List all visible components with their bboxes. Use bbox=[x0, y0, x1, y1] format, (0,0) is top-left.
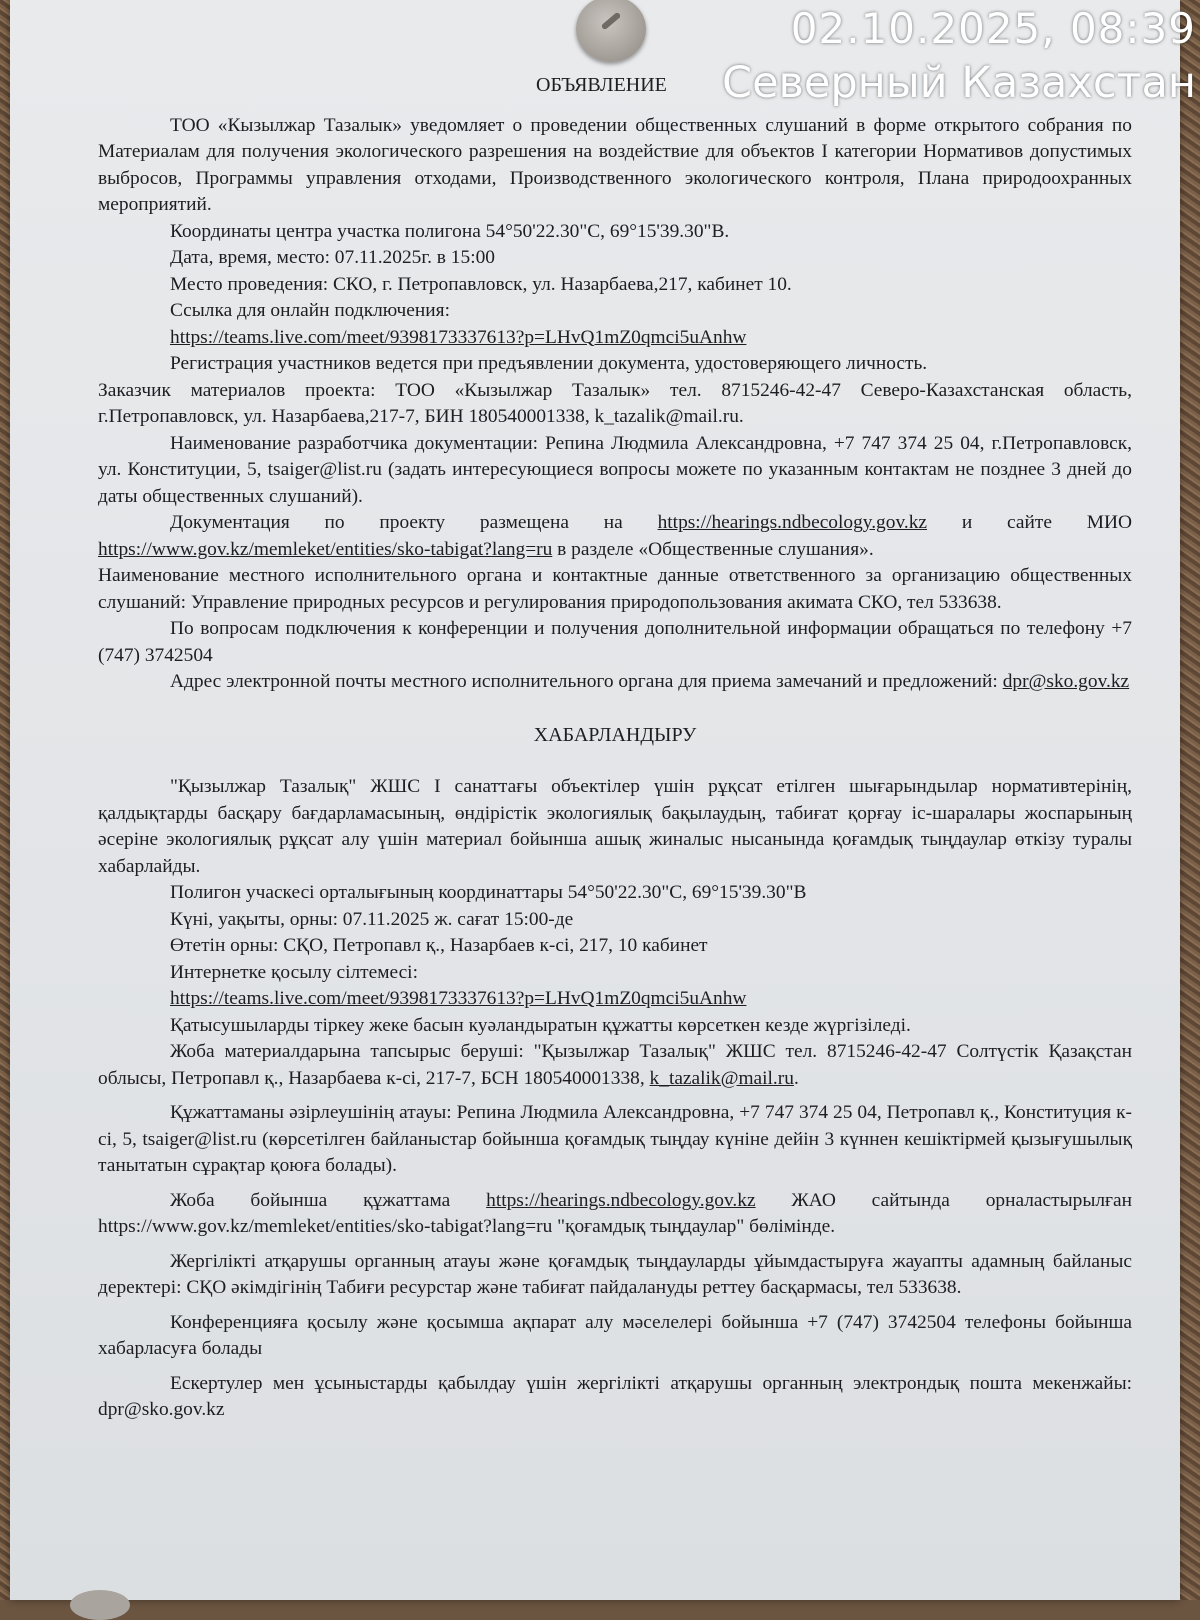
kz-email-paragraph bbox=[98, 1371, 1132, 1424]
ru-venue: Место проведения: СКО, г. Петропавловск, ул. Назарбаева,217, кабинет 10. bbox=[170, 273, 792, 295]
push-pin-icon bbox=[576, 0, 646, 62]
kz-email-pre: Ескертулер мен ұсыныстарды қабылдау үшін жергілікті атқарушы органның электрондық пошта мекенжайы: bbox=[170, 1372, 1132, 1394]
ru-docs-post: в разделе «Общественные слушания». bbox=[557, 538, 874, 560]
ru-online-label: Ссылка для онлайн подключения: bbox=[170, 300, 450, 321]
kz-docs-paragraph bbox=[98, 1188, 1132, 1241]
kz-title: ХАБАРЛАНДЫРУ bbox=[533, 723, 697, 746]
ru-email-link[interactable]: dpr@sko.gov.kz bbox=[1002, 671, 1130, 692]
kz-docs-post: ЖАО сайтында орналастырылған https://www.gov.kz/memleket/entities/sko-tabigat?lang=ru "қоғамдық тыңдаулар" бөлімінде. bbox=[98, 1189, 1132, 1237]
kz-customer: Жоба материалдарына тапсырыс беруші: "Қызылжар Тазалық" ЖШС тел. 8715246-42-47 Солтүстік Қазақстан облысы, Петропавл қ., Назарбаева к-сі, 217-7, БСН 180540001338, bbox=[98, 1041, 1132, 1089]
kz-intro: "Қызылжар Тазалық" ЖШС I санаттағы объектілер үшін рұқсат етілген шығарындылар нормативтерінің, қалдықтарды басқару бағдарламасының, өндірістік экологиялық бақылаудың, табиғат қорғау іс-шаралары жоспарының әсеріне экологиялық рұқсат алу үшін материал бойынша ашық жиналыс нысанында қоғамдық тыңдаулар өткізу туралы хабарлайды. bbox=[98, 776, 1132, 877]
kz-customer-email-link[interactable]: k_tazalik@mail.ru bbox=[649, 1067, 794, 1089]
kz-venue: Өтетін орны: СҚО, Петропавл қ., Назарбаев к-сі, 217, 10 кабинет bbox=[170, 935, 708, 956]
ru-registration: Регистрация участников ведется при предъявлении документа, удостоверяющего личность. bbox=[170, 353, 928, 374]
ru-email-pre: Адрес электронной почты местного исполнительного органа для приема замечаний и предложений: bbox=[170, 671, 998, 692]
ru-datetime: Дата, время, место: 07.11.2025г. в 15:00 bbox=[170, 247, 495, 268]
ru-docs-paragraph bbox=[98, 510, 1132, 563]
kz-docs-pre: Жоба бойынша құжаттама bbox=[170, 1189, 451, 1211]
kz-online-label: Интернетке қосылу сілтемесі: bbox=[170, 961, 418, 983]
ru-gov-link[interactable]: https://www.gov.kz/memleket/entities/sko-tabigat?lang=ru bbox=[98, 538, 553, 560]
kz-local-body: Жергілікті атқарушы органның атауы және қоғамдық тыңдауларды ұйымдастыруға жауапты адамның байланыс деректері: СҚО әкімдігінің Табиғи ресурстар және табиғат пайдалануды реттеу басқармасы, тел 533638. bbox=[98, 1250, 1132, 1298]
ru-local-body: Наименование местного исполнительного органа и контактные данные ответственного за организацию общественных слушаний: Управление природных ресурсов и регулирования природопользования акимата СКО, тел 533638. bbox=[98, 565, 1132, 613]
kz-developer: Құжаттаманы әзірлеушінің атауы: Репина Людмила Александровна, +7 747 374 25 04, Петропавл қ., Конституция к-сі, 5, tsaiger@list.ru (көрсетілген байланыстар бойынша қоғамдық тыңдау күніне дейін 3 күннен кешіктірмей қызығушылық танытатын сұрақтар қоюға болады). bbox=[98, 1102, 1132, 1176]
kz-registration: Қатысушыларды тіркеу жеке басын куәландыратын құжатты көрсеткен кезде жүргізіледі. bbox=[170, 1014, 911, 1036]
photo-location: Северный Казахстан bbox=[722, 58, 1196, 108]
kz-datetime: Күні, уақыты, орны: 07.11.2025 ж. сағат 15:00-де bbox=[170, 908, 574, 930]
ru-email-paragraph bbox=[98, 669, 1132, 696]
ru-intro: ТОО «Кызылжар Тазалык» уведомляет о проведении общественных слушаний в форме открытого собрания по Материалам для получения экологического разрешения на воздействие для объектов I категории Нормативов допустимых выбросов, Программы управления отходами, Производственного экологического контроля, Плана природоохранных мероприятий. bbox=[98, 114, 1132, 215]
kz-customer-paragraph: Жоба материалдарына тапсырыс беруші: "Қызылжар Тазалық" ЖШС тел. 8715246-42-47 Солтүстік Қазақстан облысы, Петропавл қ., Назарбаева к-сі, 217-7, БСН 180540001338, k_tazalik@mail.ru. bbox=[98, 1041, 1132, 1089]
ru-developer: Наименование разработчика документации: Репина Людмила Александровна, +7 747 374 25 04, г.Петропавловск, ул. Конституции, 5, tsaiger@list.ru (задать интересующиеся вопросы можете по указанным контактам не позднее 3 дней до даты общественных слушаний). bbox=[98, 432, 1132, 507]
ru-docs-pre: Документация по проекту размещена на bbox=[170, 512, 623, 533]
photo-timestamp: 02.10.2025, 08:39 bbox=[790, 4, 1196, 53]
ru-title: ОБЪЯВЛЕНИЕ bbox=[536, 74, 667, 96]
ru-hearings-link[interactable]: https://hearings.ndbecology.gov.kz bbox=[657, 512, 928, 533]
push-pin-bottom-icon bbox=[70, 1590, 130, 1620]
kz-hearings-link[interactable]: https://hearings.ndbecology.gov.kz bbox=[486, 1189, 756, 1211]
ru-docs-mid: и сайте МИО bbox=[961, 512, 1132, 533]
ru-coordinates: Координаты центра участка полигона 54°50'22.30"С, 69°15'39.30"В. bbox=[170, 220, 730, 242]
kz-email-value: dpr@sko.gov.kz bbox=[98, 1399, 225, 1420]
ru-customer: Заказчик материалов проекта: ТОО «Кызылжар Тазалык» тел. 8715246-42-47 Северо-Казахстанская область, г.Петропавловск, ул. Назарбаева,217-7, БИН 180540001338, k_tazalik@mail.ru. bbox=[98, 379, 1132, 427]
kz-questions: Конференцияға қосылу және қосымша ақпарат алу мәселелері бойынша +7 (747) 3742504 телефоны бойынша хабарласуға болады bbox=[98, 1311, 1132, 1359]
ru-questions: По вопросам подключения к конференции и получения дополнительной информации обращаться по телефону +7 (747) 3742504 bbox=[98, 618, 1132, 666]
notice-document bbox=[98, 72, 1132, 1424]
ru-online-link[interactable]: https://teams.live.com/meet/9398173337613?p=LHvQ1mZ0qmci5uAnhw bbox=[170, 326, 747, 348]
kz-coordinates: Полигон учаскесі орталығының координаттары 54°50'22.30"С, 69°15'39.30"В bbox=[170, 882, 807, 903]
kz-online-link[interactable]: https://teams.live.com/meet/9398173337613?p=LHvQ1mZ0qmci5uAnhw bbox=[170, 988, 747, 1009]
